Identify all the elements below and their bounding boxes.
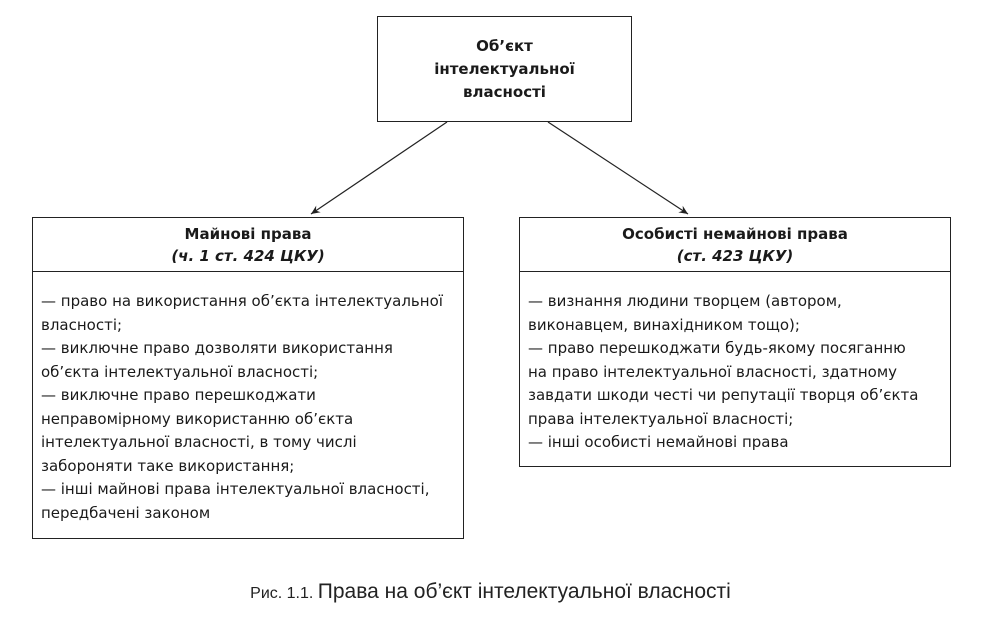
property-rights-list xyxy=(33,272,463,525)
list-line: — інші майнові права інтелектуальної власності, xyxy=(41,480,430,498)
list-line: — визнання людини творцем (автором, xyxy=(528,292,842,310)
list-line: завдати шкоди честі чи репутації творця об’єкта xyxy=(528,386,919,404)
personal-rights-header xyxy=(520,218,950,272)
list-line: права інтелектуальної власності; xyxy=(528,409,794,428)
property-rights-subtitle: (ч. 1 ст. 424 ЦКУ) xyxy=(171,246,325,265)
ip-object-line: Об’єкт xyxy=(476,36,533,55)
list-line: забороняти таке використання; xyxy=(41,456,295,475)
personal-rights-list xyxy=(520,272,950,455)
arrow-to-property-rights xyxy=(311,122,447,214)
property-rights-header xyxy=(33,218,463,272)
list-line: інтелектуальної власності, в тому числі xyxy=(41,433,357,451)
property-rights-box xyxy=(32,217,464,539)
figure-caption-text: Права на об’єкт інтелектуальної власності xyxy=(317,580,731,603)
ip-object-line: власності xyxy=(463,82,546,101)
arrow-to-personal-rights xyxy=(548,122,688,214)
list-line: неправомірному використанню об’єкта xyxy=(41,409,354,428)
list-line: виконавцем, винахідником тощо); xyxy=(528,315,800,334)
ip-object-box xyxy=(377,16,632,122)
list-line: — право на використання об’єкта інтелектуальної xyxy=(41,292,443,310)
personal-rights-box xyxy=(519,217,951,467)
ip-object-line: інтелектуальної xyxy=(434,59,575,78)
list-line: на право інтелектуальної власності, здатному xyxy=(528,362,898,381)
personal-rights-title: Особисті немайнові права xyxy=(622,224,848,243)
list-line: передбачені законом xyxy=(41,503,211,522)
figure-caption xyxy=(0,580,981,604)
property-rights-title: Майнові права xyxy=(184,224,312,243)
list-line: — виключне право перешкоджати xyxy=(41,386,316,404)
list-line: об’єкта інтелектуальної власності; xyxy=(41,362,319,381)
list-line: — інші особисті немайнові права xyxy=(528,433,789,451)
list-line: — право перешкоджати будь-якому посяганню xyxy=(528,339,906,357)
personal-rights-subtitle: (ст. 423 ЦКУ) xyxy=(676,246,794,265)
list-line: — виключне право дозволяти використання xyxy=(41,339,393,357)
figure-number: Рис. 1.1. xyxy=(250,585,314,602)
list-line: власності; xyxy=(41,315,123,334)
